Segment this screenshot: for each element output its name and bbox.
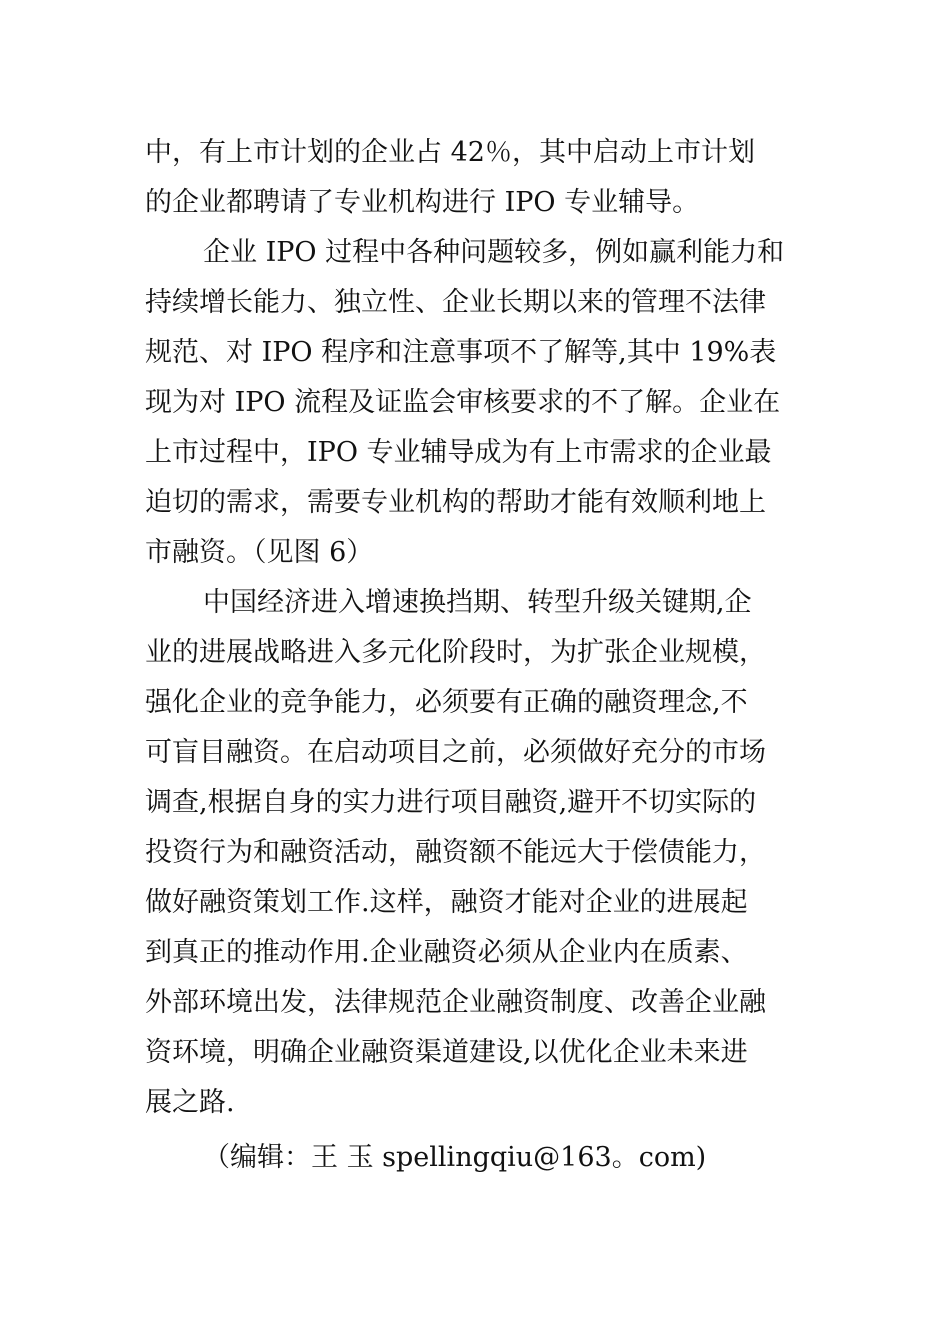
text-line: 业的进展战略进入多元化阶段时，为扩张企业规模， [145, 637, 766, 668]
text-line: 可盲目融资。在启动项目之前，必须做好充分的市场 [145, 737, 766, 768]
editor-credit: （编辑：王 玉 spellingqiu@163。com) [203, 1142, 707, 1173]
article-body [145, 128, 825, 1183]
text-line: 中国经济进入增速换挡期、转型升级关键期,企 [203, 587, 752, 618]
text-line: 现为对 IPO 流程及证监会审核要求的不了解。企业在 [145, 387, 781, 418]
text-line: 到真正的推动作用.企业融资必须从企业内在质素、 [145, 937, 748, 968]
text-line: 外部环境出发，法律规范企业融资制度、改善企业融 [145, 987, 766, 1018]
text-line: 做好融资策划工作.这样，融资才能对企业的进展起 [145, 887, 748, 918]
text-line: 资环境，明确企业融资渠道建设,以优化企业未来进 [145, 1037, 748, 1068]
text-line: 持续增长能力、独立性、企业长期以来的管理不法律 [145, 287, 766, 318]
text-line: 的企业都聘请了专业机构进行 IPO 专业辅导。 [145, 187, 700, 218]
paragraph-1 [145, 128, 825, 228]
text-line: 强化企业的竞争能力，必须要有正确的融资理念,不 [145, 687, 748, 718]
text-line: 调查,根据自身的实力进行项目融资,避开不切实际的 [145, 787, 757, 818]
paragraph-2 [145, 228, 825, 578]
paragraph-3 [145, 578, 825, 1128]
text-line: 规范、对 IPO 程序和注意事项不了解等,其中 19%表 [145, 337, 777, 368]
text-line: 展之路. [145, 1087, 235, 1118]
text-line: 企业 IPO 过程中各种问题较多，例如赢利能力和 [203, 237, 785, 268]
text-line: 投资行为和融资活动，融资额不能远大于偿债能力， [145, 837, 766, 868]
text-line: 上市过程中，IPO 专业辅导成为有上市需求的企业最 [145, 437, 772, 468]
text-line: 中，有上市计划的企业占 42％，其中启动上市计划 [145, 137, 755, 168]
text-line: 市融资。（见图 6） [145, 537, 374, 568]
text-line: 迫切的需求，需要专业机构的帮助才能有效顺利地上 [145, 487, 766, 518]
